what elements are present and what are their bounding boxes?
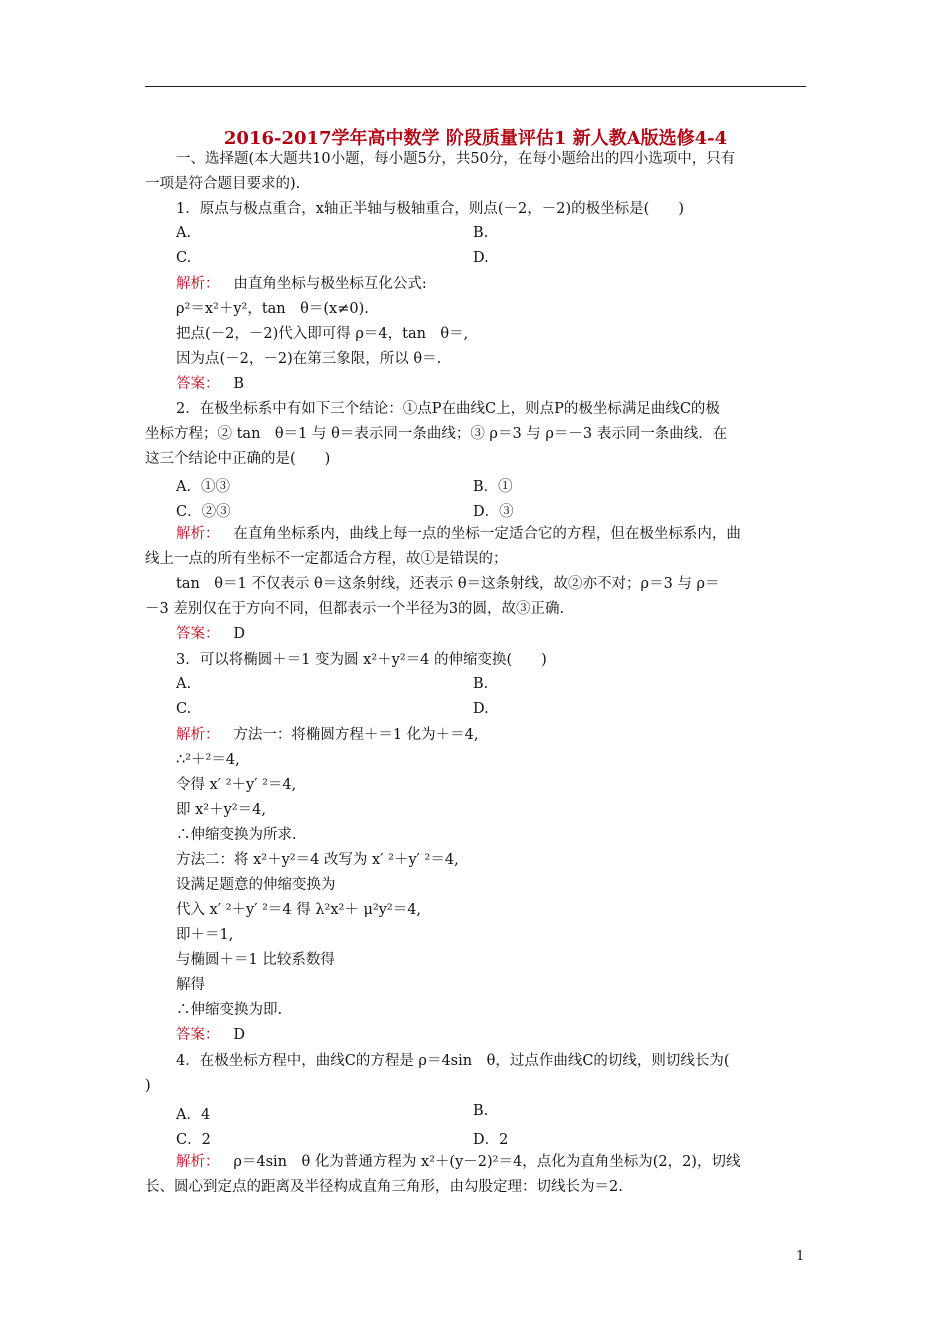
q2-stem-line-2: 坐标方程；② tan θ＝1 与 θ＝表示同一条曲线；③ ρ＝3 与 ρ＝－3 表示同一条曲线．在 xyxy=(145,426,728,442)
q3-option-b: B. xyxy=(473,676,489,692)
q1-analysis-line-1 xyxy=(176,275,427,293)
q3-analysis-line-5: ∴伸缩变换为所求. xyxy=(176,827,297,843)
q1-analysis-label: 解析： xyxy=(176,276,220,292)
q3-option-a: A. xyxy=(176,676,192,692)
q3-answer-line xyxy=(176,1026,245,1044)
q3-analysis-line-9: 即＋＝1, xyxy=(176,927,234,943)
q4-analysis-label: 解析： xyxy=(176,1154,220,1170)
q3-stem: 3．可以将椭圆＋＝1 变为圆 x²＋y²＝4 的伸缩变换( ) xyxy=(176,652,547,668)
header-rule xyxy=(145,86,806,87)
q4-option-c: C．2 xyxy=(176,1132,211,1148)
q3-answer-value: D xyxy=(233,1027,245,1043)
q3-option-c: C. xyxy=(176,701,192,717)
q4-option-b: B. xyxy=(473,1103,489,1119)
q3-analysis-line-6: 方法二：将 x²＋y²＝4 改写为 x′ ²＋y′ ²＝4, xyxy=(176,852,459,868)
q3-answer-label: 答案： xyxy=(176,1027,220,1043)
page-title: 2016-2017学年高中数学 阶段质量评估1 新人教A版选修4-4 xyxy=(223,128,728,149)
q3-analysis-line-11: 解得 xyxy=(176,977,205,993)
q2-analysis-line-3: tan θ＝1 不仅表示 θ＝这条射线，还表示 θ＝这条射线，故②亦不对；ρ＝3 与 ρ＝ xyxy=(176,576,720,592)
q1-analysis-line-4: 因为点(－2，－2)在第三象限，所以 θ＝. xyxy=(176,351,442,367)
q4-analysis-line-2: 长、圆心到定点的距离及半径构成直角三角形，由勾股定理：切线长为＝2. xyxy=(145,1179,623,1195)
q1-analysis-line-3: 把点(－2，－2)代入即可得 ρ＝4，tan θ＝, xyxy=(176,326,469,342)
q1-option-a: A. xyxy=(176,225,192,241)
page-number: 1 xyxy=(796,1249,805,1264)
q1-analysis-line-2: ρ²＝x²＋y²，tan θ＝(x≠0). xyxy=(176,301,369,317)
q1-stem: 1．原点与极点重合，x轴正半轴与极轴重合，则点(－2，－2)的极坐标是( ) xyxy=(176,201,684,217)
q3-option-d: D. xyxy=(473,701,489,717)
q2-analysis-text-1: 在直角坐标系内，曲线上每一点的坐标一定适合它的方程，但在极坐标系内，曲 xyxy=(233,526,741,542)
q4-stem-line-2: ) xyxy=(145,1078,151,1094)
q3-analysis-text-1: 方法一：将椭圆方程＋＝1 化为＋＝4, xyxy=(233,727,479,743)
q4-stem-line-1: 4．在极坐标方程中，曲线C的方程是 ρ＝4sin θ，过点作曲线C的切线，则切线长为( xyxy=(176,1053,730,1069)
q2-answer-line xyxy=(176,625,245,643)
q3-analysis-line-10: 与椭圆＋＝1 比较系数得 xyxy=(176,952,335,968)
q4-analysis-text-1: ρ＝4sin θ 化为普通方程为 x²＋(y－2)²＝4，点化为直角坐标为(2，2)，切线 xyxy=(233,1154,741,1170)
q3-analysis-line-2: ∴²＋²＝4, xyxy=(176,752,240,768)
q1-answer-line xyxy=(176,375,244,393)
q3-analysis-line-7: 设满足题意的伸缩变换为 xyxy=(176,877,336,893)
q1-answer-value: B xyxy=(233,376,244,392)
q1-analysis-text-1: 由直角坐标与极坐标互化公式: xyxy=(233,276,427,292)
q1-option-d: D. xyxy=(473,250,489,266)
q2-analysis-line-2: 线上一点的所有坐标不一定都适合方程，故①是错误的； xyxy=(145,551,508,567)
q2-option-a: A．①③ xyxy=(176,479,230,495)
q2-option-c: C．②③ xyxy=(176,504,231,520)
q4-option-d: D．2 xyxy=(473,1132,509,1148)
q1-option-b: B. xyxy=(473,225,489,241)
q3-analysis-line-3: 令得 x′ ²＋y′ ²＝4, xyxy=(176,777,297,793)
q4-option-a: A．4 xyxy=(176,1107,211,1123)
q2-stem-line-3: 这三个结论中正确的是( ) xyxy=(145,451,331,467)
q3-analysis-line-4: 即 x²＋y²＝4, xyxy=(176,802,266,818)
section-intro-line-1: 一、选择题(本大题共10小题，每小题5分，共50分，在每小题给出的四小选项中，只有 xyxy=(176,151,736,167)
q3-analysis-line-1 xyxy=(176,726,479,744)
q1-answer-label: 答案： xyxy=(176,376,220,392)
q2-answer-value: D xyxy=(233,626,245,642)
q1-option-c: C. xyxy=(176,250,192,266)
q2-analysis-label: 解析： xyxy=(176,526,220,542)
q3-analysis-label: 解析： xyxy=(176,727,220,743)
q4-analysis-line-1 xyxy=(176,1153,740,1171)
q2-stem-line-1: 2．在极坐标系中有如下三个结论：①点P在曲线C上，则点P的极坐标满足曲线C的极 xyxy=(176,401,720,417)
q2-analysis-line-4: －3 差别仅在于方向不同，但都表示一个半径为3的圆，故③正确. xyxy=(145,601,565,617)
q2-analysis-line-1 xyxy=(176,525,741,543)
q2-option-b: B．① xyxy=(473,479,513,495)
q2-answer-label: 答案： xyxy=(176,626,220,642)
q3-analysis-line-8: 代入 x′ ²＋y′ ²＝4 得 λ²x²＋ μ²y²＝4, xyxy=(176,902,422,918)
q2-option-d: D．③ xyxy=(473,504,514,520)
section-intro-line-2: 一项是符合题目要求的). xyxy=(145,176,301,192)
q3-analysis-line-12: ∴伸缩变换为即. xyxy=(176,1002,283,1018)
